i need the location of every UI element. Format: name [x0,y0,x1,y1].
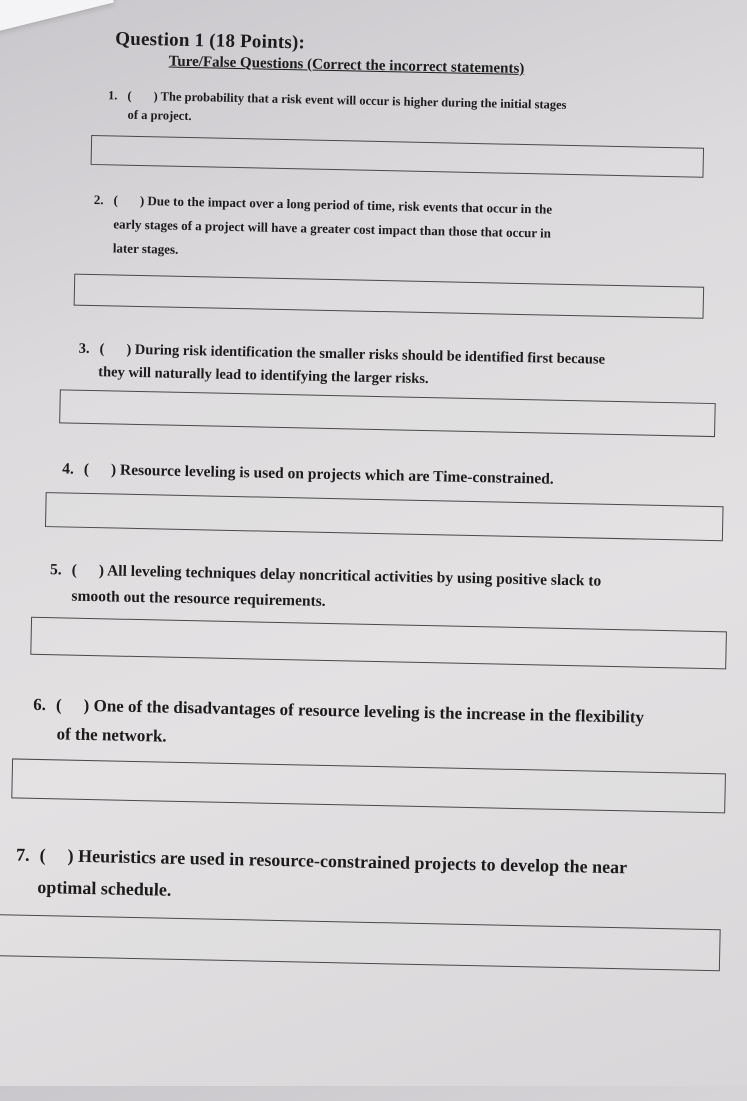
question-4 [62,457,554,491]
question-title: Question 1 (18 Points): [114,28,306,54]
question-text: The probability that a risk event will occur is higher during the initial stages [160,89,567,112]
question-text-cont: early stages of a project will have a greater cost impact than those that occur in [113,216,552,241]
close-paren: ) [153,89,158,104]
question-number: 7. [15,844,30,865]
question-text-cont: of the network. [56,724,167,746]
close-paren: ) [126,341,132,358]
close-paren: ) [83,695,90,716]
question-text: One of the disadvantages of resource leveling is the increase in the flexibility [93,696,645,727]
question-text-cont: they will naturally lead to identifying the larger risks. [98,364,429,388]
question-text-cont: smooth out the resource requirements. [71,587,326,611]
answer-box-4[interactable] [45,492,724,541]
open-paren: ( [39,845,46,866]
question-number: 2. [93,192,104,208]
question-number: 6. [33,694,47,715]
open-paren: ( [113,192,119,208]
question-text: Resource leveling is used on projects which are Time-constrained. [119,461,554,488]
question-text: Heuristics are used in resource-constrained projects to develop the near [77,845,628,878]
question-subtitle: Ture/False Questions (Correct the incorrect statements) [168,53,525,77]
close-paren: ) [98,562,105,580]
question-number: 5. [49,561,62,579]
answer-box-3[interactable] [59,389,716,437]
question-2 [93,188,553,270]
close-paren: ) [67,845,74,866]
answer-box-7[interactable] [0,914,721,971]
question-number: 3. [78,340,90,357]
close-paren: ) [110,461,117,479]
question-text-cont-2: later stages. [112,240,179,257]
question-5 [49,557,601,621]
answer-box-1[interactable] [91,135,704,178]
question-text: Due to the impact over a long period of time, risk events that occur in the [147,193,553,217]
question-text: During risk identification the smaller risks should be identified first because [134,341,606,368]
question-text-cont: of a project. [127,108,192,124]
close-paren: ) [139,192,145,209]
answer-box-5[interactable] [30,617,727,670]
question-3 [78,338,605,395]
question-text: All leveling techniques delay noncritical activities by using positive slack to [106,562,602,590]
question-6 [32,691,644,762]
question-number: 1. [107,88,118,103]
answer-box-6[interactable] [11,758,726,813]
question-text-cont: optimal schedule. [37,877,172,901]
question-1 [107,86,566,134]
answer-box-2[interactable] [74,274,705,319]
open-paren: ( [127,88,132,103]
question-7 [15,839,627,917]
open-paren: ( [83,460,90,478]
question-number: 4. [62,460,74,478]
open-paren: ( [71,561,78,579]
open-paren: ( [55,695,62,715]
open-paren: ( [99,341,105,358]
